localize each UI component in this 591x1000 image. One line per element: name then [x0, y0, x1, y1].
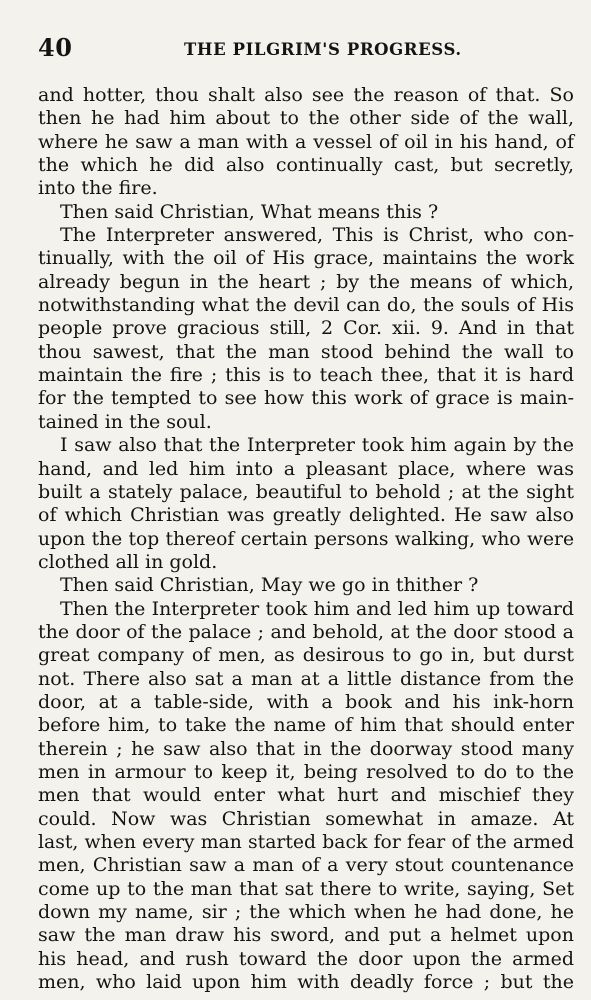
text-line: thou sawest, that the man stood behind the wall to [38, 340, 574, 363]
text-line: where he saw a man with a vessel of oil in his hand, of [38, 130, 574, 153]
text-line: come up to the man that sat there to write, saying, Set [38, 877, 574, 900]
text-line: upon the top thereof certain persons walking, who were [38, 528, 574, 550]
text-line: tained in the soul. [38, 410, 212, 433]
text-line: maintain the fire ; this is to teach thee, that it is hard [38, 364, 574, 387]
text-line: clothed all in gold. [38, 550, 218, 573]
text-line: saw the man draw his sword, and put a helmet upon [38, 924, 574, 947]
text-line: and hotter, thou shalt also see the reason of that. So [38, 84, 574, 106]
text-line: not. There also sat a man at a little distance from the [38, 667, 574, 690]
page-number: 40 [38, 33, 73, 62]
text-line: notwithstanding what the devil can do, the souls of His [38, 294, 574, 317]
text-line: of which Christian was greatly delighted. He saw also [38, 504, 574, 527]
text-line: Then the Interpreter took him and led him up toward [60, 597, 574, 620]
text-line: last, when every man started back for fear of the armed [38, 832, 574, 853]
text-line: already begun in the heart ; by the means of which, [38, 270, 574, 293]
text-line: men that would enter what hurt and mischief they [38, 784, 574, 807]
text-line: could. Now was Christian somewhat in amaze. At [38, 807, 574, 830]
text-line: hand, and led him into a pleasant place, where was [38, 457, 574, 480]
text-line: people prove gracious still, 2 Cor. xii. 9. And in that [38, 317, 574, 340]
text-line: then he had him about to the other side of the wall, [38, 107, 574, 130]
running-title: THE PILGRIM'S PROGRESS. [184, 40, 462, 59]
text-line: men in armour to keep it, being resolved to do to the [38, 760, 574, 783]
text-line: men, who laid upon him with deadly force ; but the [38, 971, 574, 994]
text-line: down my name, sir ; the which when he had done, he [38, 901, 574, 924]
text-line: the which he did also continually cast, but secretly, [38, 154, 574, 177]
text-line: I saw also that the Interpreter took him again by the [60, 434, 574, 457]
text-line: before him, to take the name of him that should enter [38, 714, 574, 737]
text-line: for the tempted to see how this work of grace is main- [38, 387, 574, 410]
text-line: into the fire. [38, 177, 158, 200]
text-line: built a stately palace, beautiful to behold ; at the sight [38, 480, 574, 503]
text-line: Then said Christian, What means this ? [60, 200, 439, 223]
text-line: therein ; he saw also that in the doorway stood many [38, 737, 574, 760]
text-line: Then said Christian, May we go in thither ? [60, 574, 479, 597]
text-line: door, at a table-side, with a book and his ink-horn [38, 690, 574, 713]
text-line: the door of the palace ; and behold, at the door stood a [38, 620, 574, 643]
page-header [38, 33, 561, 73]
text-line: tinually, with the oil of His grace, maintains the work [38, 247, 574, 270]
text-line: The Interpreter answered, This is Christ, who con- [60, 224, 574, 247]
text-line: his head, and rush toward the door upon the armed [38, 947, 574, 970]
text-line: men, Christian saw a man of a very stout countenance [38, 854, 574, 877]
body-text [38, 84, 574, 994]
text-line: great company of men, as desirous to go in, but durst [38, 644, 574, 667]
